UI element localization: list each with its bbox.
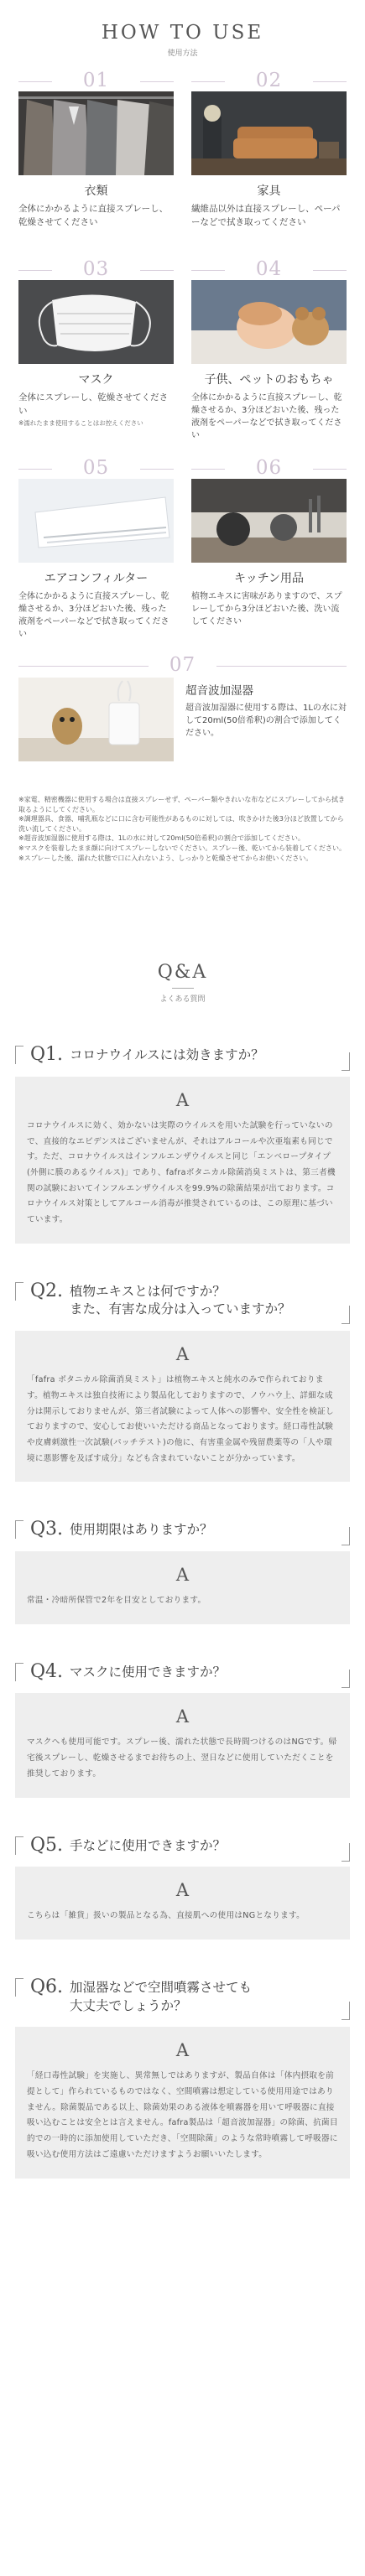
howto-item-clothes [18,70,174,252]
answer-text: 「fafra ボタニカル除菌消臭ミスト」は植物エキスと純水のみで作られております。植物エキスは独自技術により製品化しておりますので、ノウハウ上、詳細な成分は開示しておりませんが、第三者試験によって人体への影響や、安全性を検証しておりますので、安心してお使いいただける商品となっております。経口毒性試験や皮膚刺激性一次試験(パッチテスト)の他に、有害重金属や残留農薬等の「人や環境に悪影響を及ぼす成分」なども含まれていないことが分かっています。 [27,1375,334,1463]
item-description: 全体にかかるように直接スプレーし、乾燥させるか、3分ほどおいた後、残った液剤をペーパーなどで拭き取ってください [191,393,342,440]
qa-header [0,962,365,1004]
question-number: Q6. [30,1976,64,1997]
answer-mark: A [175,1565,190,1586]
question-number: Q5. [30,1834,64,1856]
howto-item-humidifier [0,654,365,761]
item-note: ※濡れたまま使用することはお控えください [18,418,143,427]
howto-title: HOW TO USE [101,22,264,44]
step-number: 05 [82,457,110,479]
howto-subtitle: 使用方法 [167,49,198,58]
footnote: ※超音波加湿器に使用する際は、1Lの水に対して20ml(50倍希釈)の割合で添加してください。 [18,834,305,843]
question [15,1520,350,1540]
step-number: 03 [82,258,110,280]
step-number: 04 [255,258,283,280]
question-number: Q2. [30,1280,64,1301]
item-caption: 超音波加湿器 [185,684,253,698]
answer-box [15,2027,350,2178]
answer-text: 「経口毒性試験」を実施し、異常無しではありますが、製品自体は「体内摂取を前提として」作られているものではなく、空間噴霧は想定している使用用途ではありません。除菌製品である以上、除菌効果のある液体を噴霧器を用いて呼吸器に直接吸い込むことは安全とは言えません。fafra製品は「超音波加湿器」の除菌、抗菌目的での一時的に添加使用していただき、「空間除菌」のような常時噴霧して呼吸器に吸い込む使用方法はご遠慮いただけますようお願いいたします。 [27,2071,338,2159]
qa-item-1 [15,1046,350,1244]
item-description: 植物エキスに害味がありますので、スプレーしてから3分ほどおいた後、洗い流してください [191,592,342,626]
footnote: ※スプレーした後、濡れた状態で口に入れないよう、しっかりと乾燥させてからお使いください。 [18,854,313,862]
question [15,1978,350,2015]
question [15,1046,350,1065]
howto-item-mask [18,258,174,440]
question [15,1836,350,1856]
qa-item-6 [15,1978,350,2179]
step-number: 07 [169,654,196,676]
question [15,1282,350,1319]
howto-grid [0,58,365,639]
item-caption: 家具 [257,184,281,198]
howto-item-kitchen [191,457,347,639]
qa-item-5 [15,1836,350,1940]
clothes-photo [18,91,174,175]
qa-divider [172,988,194,989]
howto-item-furniture [191,70,347,252]
qa-item-4 [15,1660,350,1798]
step-number: 06 [255,457,283,479]
footnotes [0,761,365,863]
item-caption: キッチン用品 [233,572,305,585]
item-description: 繊維品以外は直接スプレーし、ペーパーなどで拭き取ってください [191,204,341,227]
question-text: マスクに使用できますか？ [70,1664,227,1680]
howto-item-aircon [18,457,174,639]
footnote: ※調理器具、食器、哺乳瓶などに口に含む可能性があるものに対しては、吹きかけた後3分ほど放置してから洗い流してください。 [18,815,344,833]
item-caption: 子供、ペットのおもちゃ [204,373,334,387]
item-description: 全体にかかるように直接スプレーし、乾燥させるか、3分ほどおいた後、残った液剤をペーパーなどで拭き取ってください [18,592,169,639]
item-description: 超音波加湿器に使用する際は、1Lの水に対して20ml(50倍希釈)の割合で添加してください。 [185,704,347,738]
answer-box [15,1331,350,1482]
answer-box [15,1693,350,1797]
item-description-text: 全体にスプレーし、乾燥させてください [18,392,169,416]
question-text: コロナウイルスには効きますか？ [70,1047,264,1063]
answer-box [15,1867,350,1940]
footnote: ※家電、精密機器に使用する場合は直接スプレーせず、ペーパー類やきれいな布などにスプレーしてから拭き取るようにしてください。 [18,796,346,813]
item-caption: 衣類 [84,184,108,198]
step-number: 01 [82,70,110,91]
mask-photo [18,280,174,364]
answer-text: マスクへも使用可能です。スプレー後、濡れた状態で長時間つけるのはNGです。帰宅後スプレーし、乾燥させるまでお待ちの上、翌日などに使用していただくことを推奨しております。 [27,1737,337,1779]
question [15,1660,350,1682]
item-caption: マスク [78,373,114,387]
answer-text: 常温・冷暗所保管で2年を目安としております。 [27,1596,206,1606]
item-description: 全体にかかるように直接スプレーし、乾燥させてください [18,204,169,227]
qa-item-3 [15,1520,350,1623]
qa-item-2 [15,1282,350,1483]
howto-row [18,457,347,639]
step-number: 02 [255,70,283,91]
question-text: 加湿器などで空間噴霧させても 大丈夫でしょうか？ [70,1979,253,2013]
answer-text: コロナウイルスに効く、効かないは実際のウイルスを用いた試験を行っていないので、直接的なエビデンスはございませんが、それはアルコールや次亜塩素も同じです。ただ、コロナウイルスはインフルエンザウイルスと同じ「エンベロープタイプ(外側に膜のあるウイルス)」であり、fafraボタニカル除菌消臭ミストは、第三者機関の試験においてインフルエンザウイルスを99.9%の除菌結果が出ております。コロナウイルス対策としてアルコール消毒が推奨されているのは、この原理に基づいています。 [27,1120,336,1225]
question-number: Q1. [30,1044,64,1066]
humidifier-photo [18,678,174,761]
answer-mark: A [175,1880,190,1901]
answer-mark: A [175,1089,190,1110]
footnote: ※マスクを装着したまま顔に向けてスプレーしないでください。スプレー後、乾いてから装着してください。 [18,844,347,852]
question-text: 手などに使用できますか？ [70,1837,227,1853]
howto-row [18,258,347,440]
kitchen-photo [191,479,347,563]
question-number: Q4. [30,1660,64,1682]
item-description [18,392,174,440]
qa-title: Q&A [157,962,208,984]
answer-box [15,1077,350,1244]
answer-text: こちらは「雑貨」扱いの製品となる為、直接肌への使用はNGとなります。 [27,1911,305,1921]
answer-mark: A [175,1344,190,1365]
howto-item-toys [191,258,347,440]
answer-mark: A [175,1706,190,1727]
answer-box [15,1551,350,1624]
aircon-photo [18,479,174,563]
howto-header [0,0,365,58]
toys-photo [191,280,347,364]
question-text: 使用期限はありますか？ [70,1522,213,1538]
howto-row [18,70,347,252]
furniture-photo [191,91,347,175]
qa-subtitle: よくある質問 [159,995,206,1005]
question-text: 植物エキスとは何ですか？ また、有害な成分は入っていますか？ [70,1283,291,1317]
answer-mark: A [175,2040,190,2061]
question-number: Q3. [30,1519,64,1540]
item-caption: エアコンフィルター [44,572,149,585]
